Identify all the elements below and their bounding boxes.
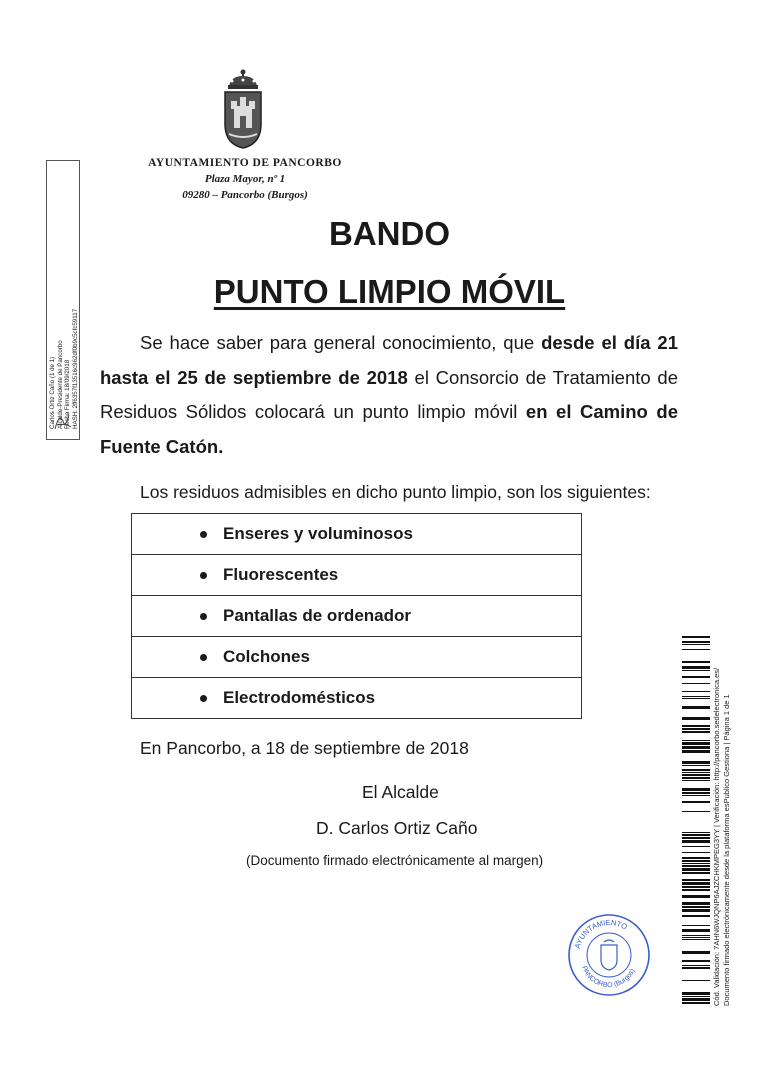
barcode-bar — [682, 772, 710, 773]
barcode-bar — [682, 832, 710, 833]
barcode-bar — [682, 906, 710, 908]
barcode-bar — [682, 774, 710, 776]
organization-name: AYUNTAMIENTO DE PANCORBO — [148, 157, 342, 169]
document-subtitle: PUNTO LIMPIO MÓVIL — [213, 273, 566, 310]
list-item — [132, 678, 581, 718]
barcode-bar — [682, 834, 710, 836]
verification-code-line: Cód. Validación: 7AHN6WJQNP6AJZCHKMPEG3YY | Verificación: http://pancorbo.sedelectronica.es/ — [712, 667, 721, 1006]
waste-items-table — [131, 513, 582, 719]
signer-name: D. Carlos Ortiz Caño — [316, 818, 478, 838]
barcode-bar — [682, 746, 710, 749]
barcode-bar — [682, 641, 710, 643]
barcode-bar — [682, 865, 710, 867]
barcode-bar — [682, 1002, 710, 1004]
barcode-bar — [682, 811, 710, 812]
paragraph-bold-location: en el Camino de Fuente Catón. — [100, 401, 678, 457]
paragraph-bold-dates: desde el día 21 hasta el 25 de septiembre de 2018 — [100, 332, 678, 388]
barcode-bar — [682, 706, 710, 709]
barcode-bar — [682, 731, 710, 733]
barcode-bar — [682, 801, 710, 803]
barcode-bar — [682, 857, 710, 859]
barcode-bar — [682, 889, 710, 891]
barcode-bar — [682, 840, 710, 843]
barcode-bar — [682, 696, 710, 697]
bullet-icon — [200, 695, 207, 702]
barcode-bar — [682, 742, 710, 745]
barcode-bar — [682, 777, 710, 779]
barcode-bar — [682, 915, 710, 917]
barcode-bar — [682, 939, 710, 940]
barcode-bar — [682, 788, 710, 791]
barcode-bar — [682, 935, 710, 936]
barcode-bar — [682, 895, 710, 898]
barcode-bar — [682, 644, 710, 645]
barcode-bar — [682, 670, 710, 671]
barcode-bar — [682, 980, 710, 981]
stamp-bottom-text: PANCORBO (Burgos) — [580, 965, 637, 990]
barcode-bar — [682, 863, 710, 864]
barcode-bar — [682, 780, 710, 781]
letterhead — [140, 155, 350, 203]
signer-line: Carlos Ortiz Caño (1 de 1) — [49, 356, 56, 429]
barcode-bar — [682, 698, 710, 699]
barcode-bar — [682, 960, 710, 962]
barcode-bar — [682, 725, 710, 727]
barcode-bar — [682, 992, 710, 995]
bullet-icon — [200, 613, 207, 620]
barcode-bar — [682, 636, 710, 638]
barcode-bar — [682, 649, 710, 650]
barcode-bar — [682, 717, 710, 720]
list-item-label: Electrodomésticos — [223, 688, 376, 707]
list-item — [132, 514, 581, 555]
platform-line: Documento firmado electrónicamente desde la plataforma esPublico Gestiona | Página 1 de 1 — [721, 694, 731, 1006]
stamp-top-text: AYUNTAMIENTO — [572, 917, 629, 950]
signature-date-line: Fecha Firma: 18/09/2018 — [64, 359, 71, 429]
bullet-icon — [200, 572, 207, 579]
coat-of-arms-icon — [221, 68, 265, 150]
address-line-2: 09280 – Pancorbo (Burgos) — [182, 189, 308, 201]
list-item-label: Colchones — [223, 647, 310, 666]
barcode-bar — [682, 765, 710, 766]
barcode-bar — [682, 929, 710, 932]
list-item — [132, 555, 581, 596]
bullet-icon — [200, 654, 207, 661]
paragraph-text-2: el Consorcio de Tratamiento de Residuos Sólidos colocará un punto limpio móvil — [100, 366, 678, 422]
barcode-bar — [682, 872, 710, 874]
barcode-bar — [682, 846, 710, 847]
barcode-bar — [682, 792, 710, 794]
official-stamp-icon — [566, 912, 652, 998]
signer-role: El Alcalde — [362, 782, 439, 802]
signing-date: En Pancorbo, a 18 de septiembre de 2018 — [140, 738, 469, 758]
barcode-bar — [682, 740, 710, 741]
list-item-label: Fluorescentes — [223, 565, 339, 584]
barcode-bar — [682, 886, 710, 888]
list-intro: Los residuos admisibles en dicho punto limpio, son los siguientes: — [140, 482, 651, 502]
barcode-icon — [682, 636, 710, 1008]
paragraph-text-1: Se hace saber para general conocimiento, que — [140, 332, 542, 353]
barcode-bar — [682, 661, 710, 663]
barcode-bar — [682, 683, 710, 684]
barcode-bar — [682, 691, 710, 692]
electronic-signature-note: (Documento firmado electrónicamente al margen) — [246, 853, 544, 868]
barcode-bar — [682, 750, 710, 753]
barcode-bar — [682, 879, 710, 881]
barcode-bar — [682, 937, 710, 938]
list-item-label: Pantallas de ordenador — [223, 606, 411, 625]
barcode-bar — [682, 996, 710, 997]
list-item — [132, 596, 581, 637]
barcode-bar — [682, 882, 710, 885]
barcode-bar — [682, 769, 710, 771]
barcode-bar — [682, 728, 710, 730]
barcode-bar — [682, 925, 710, 926]
barcode-bar — [682, 837, 710, 839]
bullet-icon — [200, 531, 207, 538]
barcode-bar — [682, 965, 710, 966]
signature-hash-line: HASH: 2ff6357f13516c962df0b9c5cfc59117 — [71, 308, 79, 429]
barcode-bar — [682, 852, 710, 853]
address-line-1: Plaza Mayor, nº 1 — [204, 173, 286, 185]
document-title: BANDO — [329, 215, 450, 252]
barcode-bar — [682, 868, 710, 871]
barcode-bar — [682, 909, 710, 912]
barcode-bar — [682, 860, 710, 862]
barcode-bar — [682, 666, 710, 669]
barcode-bar — [682, 951, 710, 954]
barcode-bar — [682, 902, 710, 905]
signature-details — [49, 169, 79, 429]
barcode-bar — [682, 967, 710, 969]
signature-margin-box — [46, 160, 80, 440]
announcement-paragraph — [100, 326, 678, 464]
list-item — [132, 637, 581, 678]
verification-text — [712, 666, 731, 1006]
list-item-label: Enseres y voluminosos — [223, 524, 413, 543]
signer-title-line: Alcalde-Presidente de Pancorbo — [56, 340, 64, 429]
barcode-bar — [682, 795, 710, 796]
barcode-bar — [682, 761, 710, 764]
barcode-bar — [682, 676, 710, 678]
barcode-bar — [682, 998, 710, 1001]
